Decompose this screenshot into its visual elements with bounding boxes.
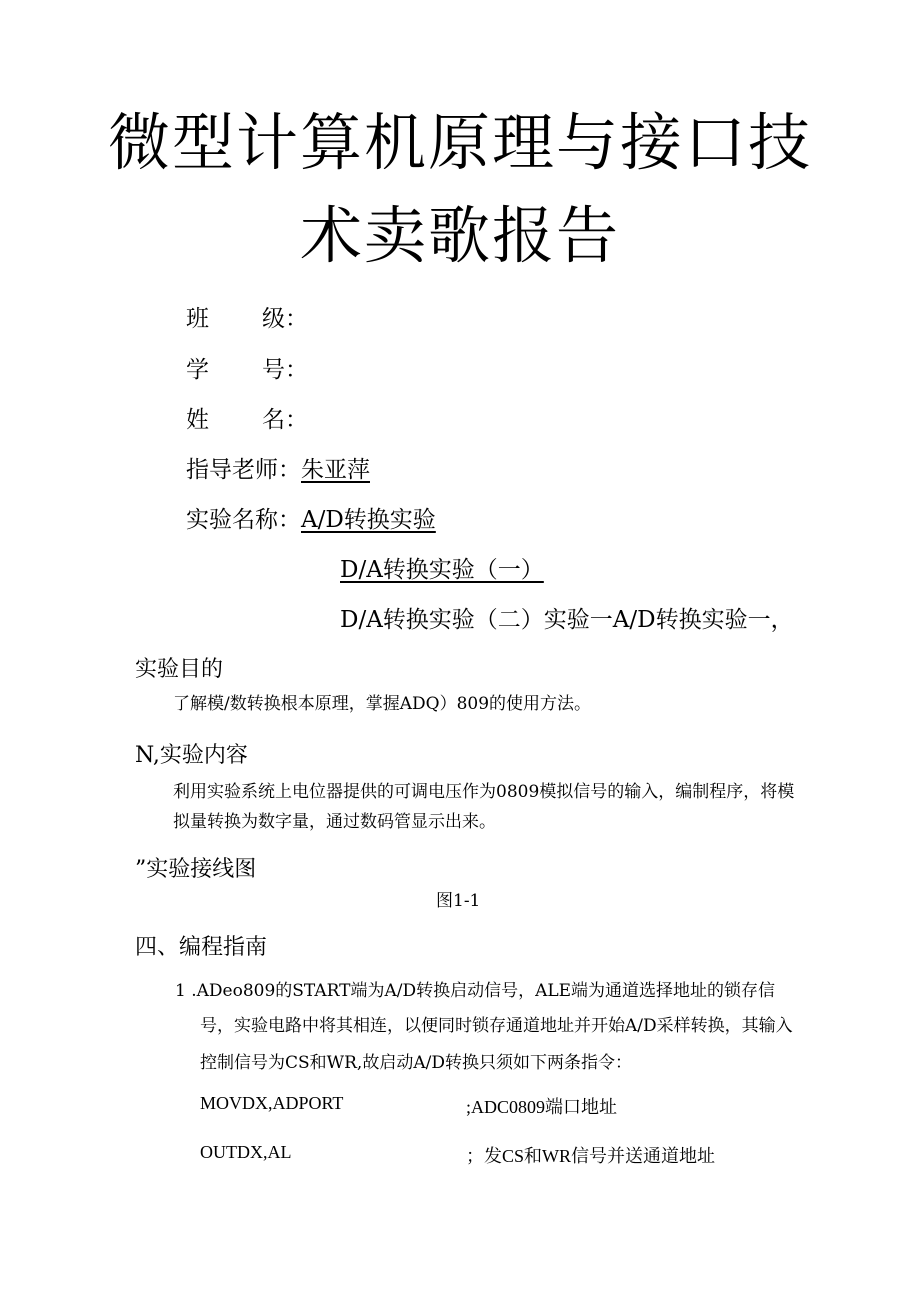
class-label-a: 班 bbox=[186, 306, 209, 332]
purpose-text: 了解模/数转换根本原理，掌握ADQ）809的使用方法。 bbox=[173, 694, 592, 714]
name-field bbox=[186, 401, 308, 434]
teacher-field bbox=[186, 451, 370, 484]
code-line-2-instruction: OUTDX,AL bbox=[200, 1142, 292, 1162]
experiment-name-3: D/A转换实验（二）实验一A/D转换实验一， bbox=[340, 607, 794, 633]
content-text-line-2: 拟量转换为数字量，通过数码管显示出来。 bbox=[173, 812, 496, 832]
code-line-1-comment: ;ADC0809端口地址 bbox=[466, 1097, 618, 1117]
experiment-name-2-text: D/A转换实验（一） bbox=[340, 557, 544, 583]
content-heading: N,实验内容 bbox=[135, 743, 248, 768]
class-field bbox=[186, 300, 308, 333]
experiment-field bbox=[186, 501, 436, 534]
teacher-label: 指导老师： bbox=[186, 457, 301, 483]
report-title-line-2: 术卖歌报告 bbox=[299, 199, 620, 272]
wiring-heading: ”实验接线图 bbox=[135, 857, 257, 882]
student-id-field bbox=[186, 351, 308, 384]
report-title-line-1: 微型计算机原理与接口技 bbox=[107, 106, 812, 179]
figure-caption: 图1-1 bbox=[436, 891, 481, 911]
id-label-b: 号： bbox=[262, 357, 308, 383]
name-label-a: 姓 bbox=[186, 407, 209, 433]
experiment-name-1: A/D转换实验 bbox=[301, 507, 436, 533]
guide-item-1-line-1: 1 .ADeo809的START端为A/D转换启动信号，ALE端为通道选择地址的锁存信 bbox=[175, 981, 776, 1001]
experiment-label: 实验名称： bbox=[186, 507, 301, 533]
purpose-heading: 实验目的 bbox=[135, 657, 224, 682]
content-text-line-1: 利用实验系统上电位器提供的可调电压作为0809模拟信号的输入，编制程序，将模 bbox=[173, 782, 795, 802]
teacher-value: 朱亚萍 bbox=[301, 457, 370, 483]
guide-item-1-line-2: 号，实验电路中将其相连，以便同时锁存通道地址并开始A/D采样转换，其输入 bbox=[200, 1016, 793, 1036]
code-line-1-instruction: MOVDX,ADPORT bbox=[200, 1093, 344, 1113]
guide-heading: 四、编程指南 bbox=[135, 935, 268, 960]
id-label-a: 学 bbox=[186, 357, 209, 383]
guide-item-1-line-3: 控制信号为CS和WR,故启动A/D转换只须如下两条指令： bbox=[200, 1053, 632, 1073]
experiment-name-2 bbox=[340, 551, 544, 584]
name-label-b: 名： bbox=[262, 407, 308, 433]
class-label-b: 级： bbox=[262, 306, 308, 332]
code-line-2-comment: ；发CS和WR信号并送通道地址 bbox=[466, 1146, 716, 1166]
